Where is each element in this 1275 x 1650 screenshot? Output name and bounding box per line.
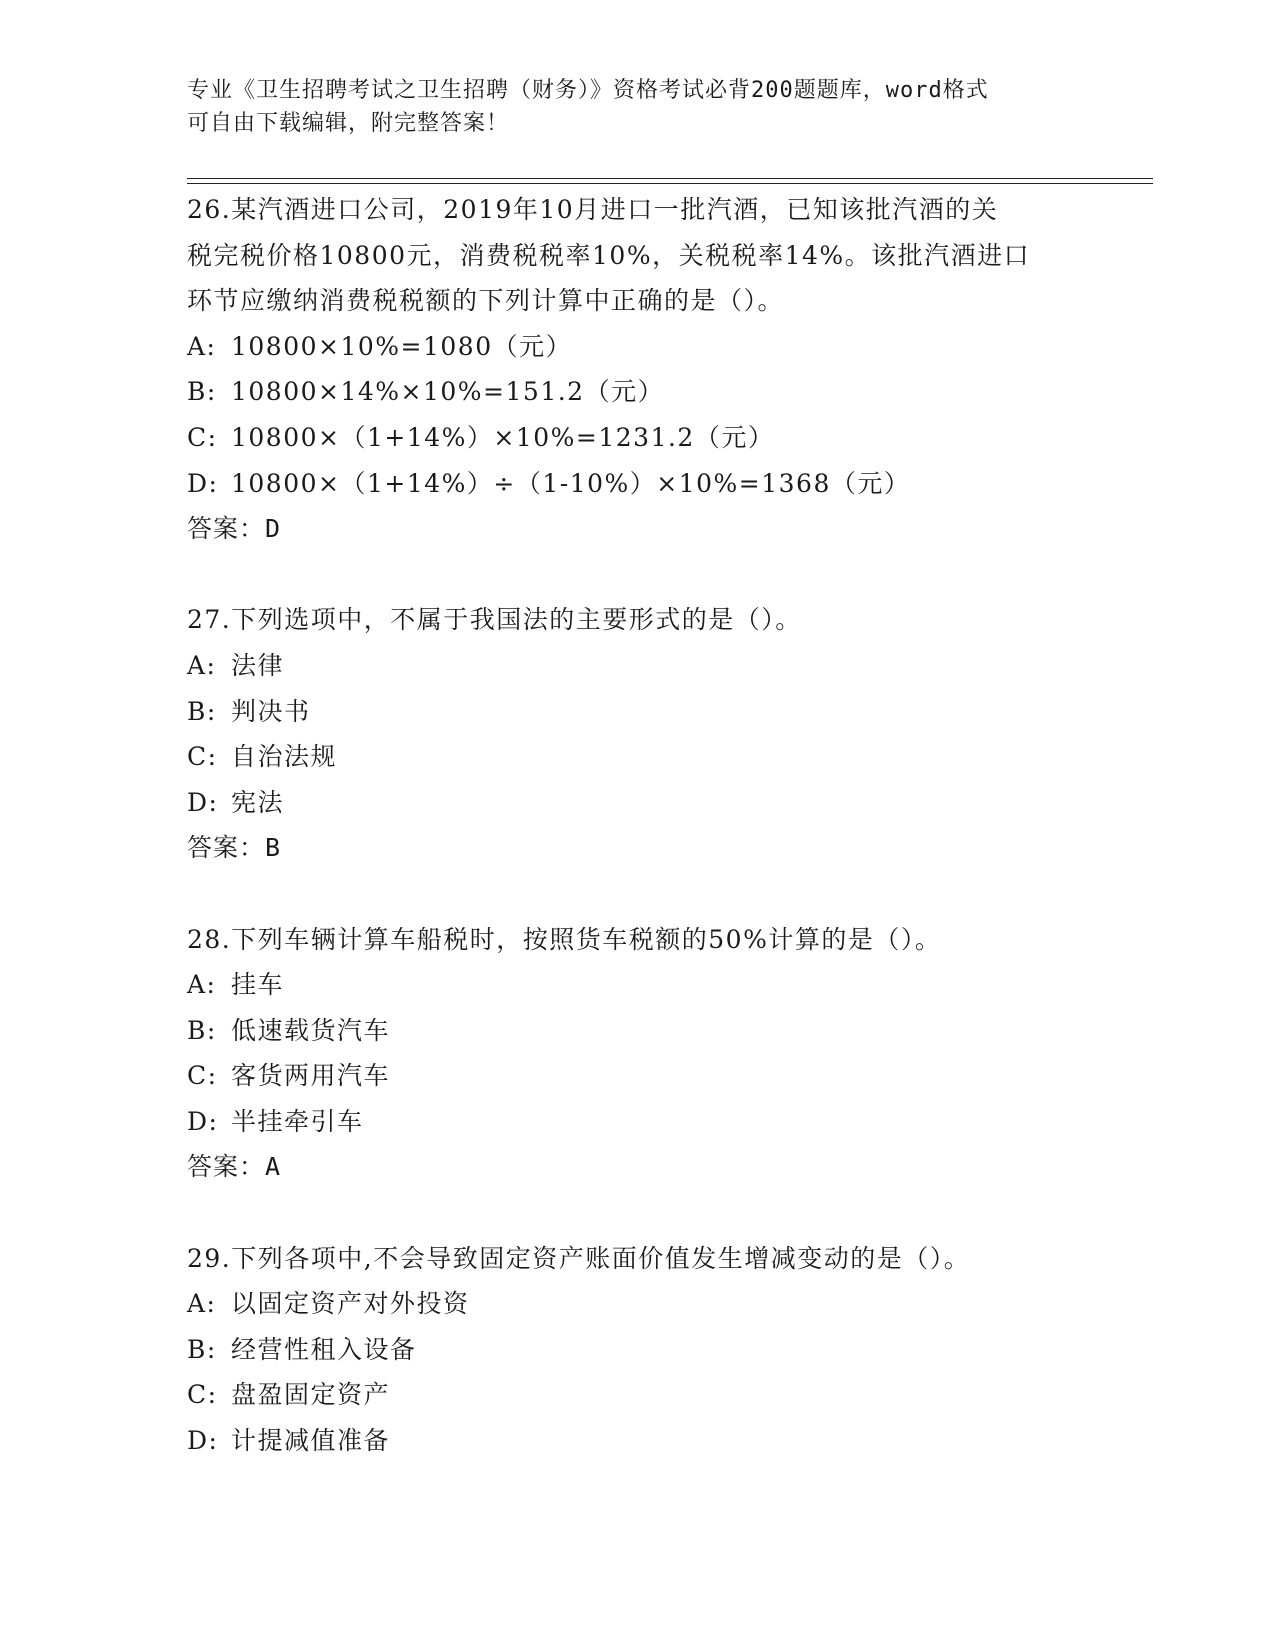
option-key: D: <box>187 1426 219 1456</box>
question-text: 28.下列车辆计算车船税时，按照货车税额的50%计算的是（）。 <box>187 924 942 954</box>
question-item <box>187 597 1087 871</box>
question-spacer <box>187 871 1087 917</box>
question-item <box>187 187 1087 552</box>
option-key: C: <box>187 742 218 772</box>
option-key: A: <box>187 1289 217 1319</box>
option-text: 客货两用汽车 <box>231 1061 391 1091</box>
option-key: D: <box>187 787 219 817</box>
option-key: C: <box>187 1380 218 1410</box>
option-key: B: <box>187 1015 217 1045</box>
option-text: 10800×14%×10%=151.2（元） <box>231 377 665 407</box>
answer-option <box>187 1281 1087 1327</box>
option-key: B: <box>187 377 217 407</box>
question-item <box>187 917 1087 1191</box>
answer-option <box>187 734 1087 780</box>
question-list <box>187 187 1087 1464</box>
option-key: C: <box>187 1061 218 1091</box>
question-text: 27.下列选项中，不属于我国法的主要形式的是（）。 <box>187 605 802 635</box>
option-text: 法律 <box>231 650 285 680</box>
answer-option <box>187 369 1087 415</box>
option-key: D: <box>187 1106 219 1136</box>
option-text: 盘盈固定资产 <box>231 1380 391 1410</box>
option-key: A: <box>187 970 217 1000</box>
question-text: 税完税价格10800元，消费税税率10%，关税税率14%。该批汽酒进口 <box>187 240 1031 270</box>
answer-option <box>187 962 1087 1008</box>
answer-line: 答案：B <box>187 833 282 863</box>
answer-option <box>187 415 1087 461</box>
option-text: 10800×10%=1080（元） <box>231 331 573 361</box>
answer-option <box>187 643 1087 689</box>
question-text: 26.某汽酒进口公司，2019年10月进口一批汽酒，已知该批汽酒的关 <box>187 195 999 224</box>
answer-option <box>187 780 1087 826</box>
answer-option <box>187 1372 1087 1418</box>
option-key: A: <box>187 650 217 680</box>
answer-line: 答案：D <box>187 514 282 544</box>
answer-option <box>187 1053 1087 1099</box>
option-text: 10800×（1+14%）÷（1-10%）×10%=1368（元） <box>231 468 911 498</box>
question-text: 29.下列各项中,不会导致固定资产账面价值发生增减变动的是（）。 <box>187 1243 971 1273</box>
option-text: 计提减值准备 <box>231 1426 391 1456</box>
option-text: 经营性租入设备 <box>231 1334 417 1364</box>
option-text: 10800×（1+14%）×10%=1231.2（元） <box>231 422 775 452</box>
option-text: 挂车 <box>231 970 285 1000</box>
answer-option <box>187 461 1087 507</box>
answer-line: 答案：A <box>187 1152 282 1182</box>
header-divider-bottom <box>187 183 1153 184</box>
option-key: B: <box>187 1334 217 1364</box>
option-key: D: <box>187 468 219 498</box>
question-item <box>187 1236 1087 1464</box>
question-text: 环节应缴纳消费税税额的下列计算中正确的是（）。 <box>187 286 785 316</box>
answer-option <box>187 324 1087 370</box>
answer-option <box>187 689 1087 735</box>
option-text: 半挂牵引车 <box>231 1106 364 1136</box>
option-key: A: <box>187 331 217 361</box>
answer-option <box>187 1099 1087 1145</box>
header-divider-top <box>187 178 1153 179</box>
answer-option <box>187 1418 1087 1464</box>
question-spacer <box>187 552 1087 598</box>
option-key: B: <box>187 696 217 726</box>
answer-option <box>187 1008 1087 1054</box>
question-spacer <box>187 1190 1087 1236</box>
option-key: C: <box>187 422 218 452</box>
option-text: 低速载货汽车 <box>231 1015 391 1045</box>
option-text: 宪法 <box>231 787 285 817</box>
header-line-1: 专业《卫生招聘考试之卫生招聘（财务）》资格考试必背200题题库，word格式 <box>187 78 989 103</box>
option-text: 以固定资产对外投资 <box>231 1289 470 1319</box>
header-line-2: 可自由下载编辑，附完整答案！ <box>187 111 510 136</box>
option-text: 判决书 <box>231 696 311 726</box>
option-text: 自治法规 <box>231 742 338 772</box>
answer-option <box>187 1327 1087 1373</box>
document-header <box>187 74 1087 140</box>
